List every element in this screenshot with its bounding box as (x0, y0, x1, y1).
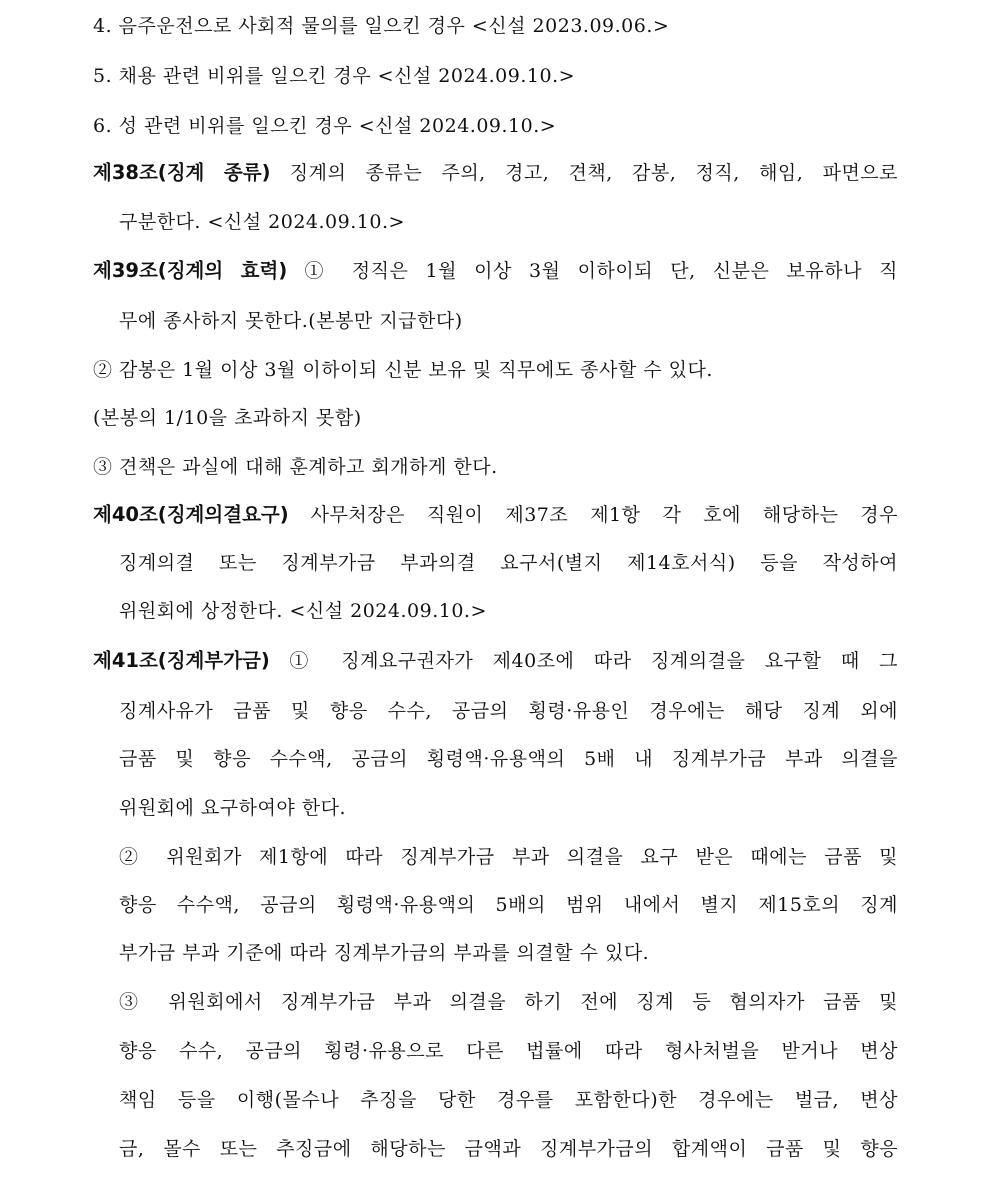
article-41-para-3-line-2: 향응 수수, 공금의 횡령·유용으로 다른 법률에 따라 형사처벌을 받거나 변상 (119, 1040, 898, 1062)
article-41-heading: 제41조(징계부가금) (93, 649, 270, 672)
item-6: 6. 성 관련 비위를 일으킨 경우 <신설 2024.09.10.> (93, 115, 557, 137)
article-41-line-1 (93, 648, 898, 674)
article-39-line-1 (93, 258, 898, 284)
article-40-line-2: 징계의결 또는 징계부가금 부과의결 요구서(별지 제14호서식) 등을 작성하여 (119, 552, 898, 574)
article-41-line-4: 위원회에 요구하여야 한다. (119, 797, 347, 819)
article-41-line-2: 징계사유가 금품 및 향응 수수, 공금의 횡령·유용인 경우에는 해당 징계 외에 (119, 700, 898, 722)
article-41-text-1: ① 징계요구권자가 제40조에 따라 징계의결을 요구할 때 그 (289, 650, 898, 672)
article-41-para-2-line-3: 부가금 부과 기준에 따라 징계부가금의 부과를 의결할 수 있다. (119, 942, 650, 964)
article-39-para-2-line-2: (본봉의 1/10을 초과하지 못함) (93, 407, 362, 429)
article-40-line-1 (93, 502, 898, 528)
article-38-heading: 제38조(징계 종류) (93, 161, 271, 184)
article-41-para-2-line-1: ② 위원회가 제1항에 따라 징계부가금 부과 의결을 요구 받은 때에는 금품 및 (119, 846, 898, 868)
article-39-heading: 제39조(징계의 효력) (93, 259, 288, 282)
article-38-line-2: 구분한다. <신설 2024.09.10.> (119, 211, 405, 233)
article-40-heading: 제40조(징계의결요구) (93, 503, 289, 526)
article-39-line-2: 무에 종사하지 못한다.(본봉만 지급한다) (119, 310, 463, 332)
article-39-para-3-line-1: ③ 견책은 과실에 대해 훈계하고 회개하게 한다. (93, 456, 498, 478)
article-40-line-3: 위원회에 상정한다. <신설 2024.09.10.> (119, 600, 487, 622)
article-41-para-3-line-4: 금, 몰수 또는 추징금에 해당하는 금액과 징계부가금의 합계액이 금품 및 향응 (119, 1138, 898, 1160)
article-40-text-1: 사무처장은 직원이 제37조 제1항 각 호에 해당하는 경우 (310, 504, 898, 526)
article-39-text-1: ① 정직은 1월 이상 3월 이하이되 단, 신분은 보유하나 직 (304, 260, 898, 282)
article-41-para-3-line-1: ③ 위원회에서 징계부가금 부과 의결을 하기 전에 징계 등 혐의자가 금품 및 (119, 991, 898, 1013)
item-5: 5. 채용 관련 비위를 일으킨 경우 <신설 2024.09.10.> (93, 65, 576, 87)
item-4: 4. 음주운전으로 사회적 물의를 일으킨 경우 <신설 2023.09.06.> (93, 15, 670, 37)
article-41-para-2-line-2: 향응 수수액, 공금의 횡령액·유용액의 5배의 범위 내에서 별지 제15호의 징계 (119, 894, 898, 916)
article-41-line-3: 금품 및 향응 수수액, 공금의 횡령액·유용액의 5배 내 징계부가금 부과 의결을 (119, 748, 898, 770)
article-41-para-3-line-3: 책임 등을 이행(몰수나 추징을 당한 경우를 포함한다)한 경우에는 벌금, 변상 (119, 1089, 898, 1111)
article-38-line-1 (93, 160, 898, 186)
article-39-para-2-line-1: ② 감봉은 1월 이상 3월 이하이되 신분 보유 및 직무에도 종사할 수 있다. (93, 359, 713, 381)
article-38-text-1: 징계의 종류는 주의, 경고, 견책, 감봉, 정직, 해임, 파면으로 (289, 162, 899, 184)
